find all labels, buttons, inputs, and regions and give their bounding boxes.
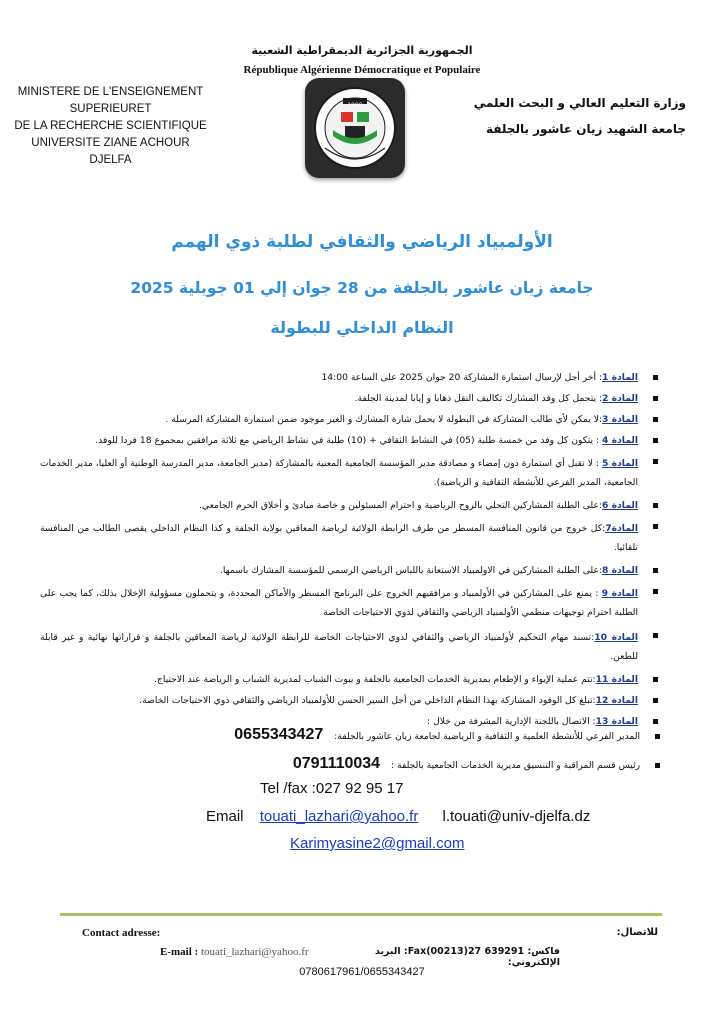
article-label: المادة 12 xyxy=(595,695,638,706)
article-text: :تسند مهام التحكيم لأولمبياد الرياضي والثقافي لذوي الاحتياجات الخاصة للرابطة الولائية لرياضة المعاقين بالجلفة و قراراتها نهائية و غير قابلة للطعن. xyxy=(40,632,638,662)
article-item xyxy=(40,412,660,427)
articles-list xyxy=(40,370,660,735)
email-row xyxy=(206,808,590,825)
article-item xyxy=(40,584,660,622)
article-label: المادة 10 xyxy=(594,632,638,643)
article-label: المادة 3 xyxy=(602,414,638,425)
chief-phone: 0791110034 xyxy=(292,755,381,772)
article-label: المادة7 xyxy=(605,523,638,534)
article-label: المادة 13 xyxy=(595,716,638,727)
director-phone: 0655343427 xyxy=(234,726,324,743)
article-item xyxy=(40,628,660,666)
logo-year: 1990 xyxy=(347,102,363,109)
footer-contact-ar: للاتصال: xyxy=(616,927,658,938)
article-item xyxy=(40,370,660,385)
article-text: :لا يمكن لأي طالب المشاركة في البطولة لا يحمل شارة المشارك و الغير موجود ضمن استمارة المشاركة المرسلة . xyxy=(165,414,603,425)
article-item xyxy=(40,391,660,406)
article-item xyxy=(40,563,660,578)
article-label: المادة 4 xyxy=(602,435,638,446)
bullet-icon xyxy=(655,734,660,739)
director-contact xyxy=(190,726,660,744)
article-item xyxy=(40,433,660,448)
footer-divider xyxy=(60,913,662,916)
article-label: المادة 9 xyxy=(601,588,638,599)
university-line: UNIVERSITE ZIANE ACHOUR xyxy=(31,137,190,149)
chief-contact xyxy=(240,755,660,773)
article-text: : يتحمل كل وفد المشارك تكاليف النقل ذهابا و إيابا لمدينة الجلفة. xyxy=(354,393,603,404)
chief-label: رئيس قسم المراقبة و التنسيق مديرية الخدمات الجامعية بالجلفة : xyxy=(391,760,641,771)
ministry-arabic-block xyxy=(426,90,686,142)
main-title: الأولمبياد الرياضي والثقافي لطلبة ذوي الهمم xyxy=(171,232,553,252)
ministry-french-block xyxy=(8,84,213,169)
article-label: المادة 1 xyxy=(602,372,638,383)
republic-arabic: الجمهورية الجزائرية الديمقراطية الشعبية xyxy=(251,44,473,57)
article-item xyxy=(40,693,660,708)
university-arabic-line: جامعة الشهيد زيان عاشور بالجلفة xyxy=(485,122,686,136)
article-label: المادة 5 xyxy=(601,458,638,469)
article-label: المادة 11 xyxy=(595,674,638,685)
footer-email-value: touati_lazhari@yahoo.fr xyxy=(200,946,309,958)
article-text: :كل خروج من قانون المنافسة المسطر من طرف الرابطة الولائية لرياضة المعاقين بولاية الجلفة و كذا النظام الداخلي يقصى الطالب من المنافسة تلقائيا. xyxy=(40,523,638,553)
email-univ: l.touati@univ-djelfa.dz xyxy=(442,808,591,825)
research-line: DE LA RECHERCHE SCIENTIFIQUE xyxy=(14,120,207,132)
article-text: : لا تقبل أي استمارة دون إمضاء و مصادقة مدير المؤسسة الجامعية المعنية بالمشاركة (مدير الجامعة، مدير المدرسة الوطنية أو العليا، مدير الخدمات الجامعية، المدير الفرعي للأنشطة الثقافية و الرياضية). xyxy=(40,458,638,488)
article-item xyxy=(40,672,660,687)
footer-email-label: E-mail : xyxy=(160,946,201,958)
ministry-line: MINISTERE DE L'ENSEIGNEMENT SUPERIEURET xyxy=(17,86,204,115)
footer-phones: 0780617961/0655343427 xyxy=(299,966,425,978)
article-text: : أخر أجل لإرسال استمارة المشاركة 20 جوان 2025 على الساعة 14:00 xyxy=(321,372,603,383)
footer-fax-line: فاكس: Fax(00213)27 639291: البريد الإلكتروني: xyxy=(374,946,560,968)
article-label: المادة 2 xyxy=(602,393,638,404)
article-item xyxy=(40,454,660,492)
article-text: :على الطلبة المشاركين التحلي بالروح الرياضية و احترام المسئولين و خاصة مبادئ و أخلاق الحرم الجامعي. xyxy=(199,500,603,511)
university-logo xyxy=(305,78,405,178)
university-seal-icon xyxy=(305,78,405,178)
article-text: :تتم عملية الإيواء و الإطعام بمديرية الخدمات الجامعية بالجلفة و بيوت الشباب لمديرية الشباب و الرياضة عند الاحتياج. xyxy=(153,674,596,685)
article-text: :على الطلبة المشاركين في الاولمبياد الاستعانة باللباس الرياضي الرسمي للمؤسسة المشارك باسمها. xyxy=(219,565,603,576)
article-text: : الاتصال باللجنة الإدارية المشرفة من خلال : xyxy=(427,716,596,727)
article-item xyxy=(40,498,660,513)
subtitle: جامعة زيان عاشور بالجلفة من 28 جوان إلي 01 جويلية 2025 xyxy=(130,279,594,297)
ministry-arabic-line: وزارة التعليم العالي و البحث العلمي xyxy=(473,96,686,110)
article-text: : يمنع على المشاركين في الأولمبياد و مرافقيهم الخروج على البرنامج المسطر والأماكن المحددة، و يتحملون مسؤولية الإخلال بذلك، كما يجب على الطلبة احترام توجيهات منظمي الأولمبياد الرياضي والثقافي لذوي الاحتياجات الخاصة xyxy=(40,588,638,618)
article-label: المادة 6 xyxy=(602,500,638,511)
email-label: Email xyxy=(206,808,244,825)
director-label: المدير الفرعي للأنشطة العلمية و الثقافية و الرياضية لجامعة زيان عاشور بالجلفة: xyxy=(334,731,641,742)
city-line: DJELFA xyxy=(89,154,132,166)
article-text: : يتكون كل وفد من خمسة طلبة (05) في النشاط الثقافي + (10) طلبة في نشاط الرياضي مع ثلاثة مرافقين بمجموع 18 فردا للوفد. xyxy=(95,435,603,446)
bullet-icon xyxy=(655,763,660,768)
footer-contact-fr: Contact adresse: xyxy=(82,927,161,939)
article-item xyxy=(40,519,660,557)
article-label: المادة 8 xyxy=(602,565,638,576)
article-text: :تبلغ كل الوفود المشاركة بهذا النظام الداخلي من أجل السير الحسن للأولمبياد الرياضي والثقافي ذوي الاحتياجات الخاصة. xyxy=(139,695,596,706)
email-link-yahoo[interactable]: touati_lazhari@yahoo.fr xyxy=(259,808,419,825)
republic-french: République Algérienne Démocratique et Populaire xyxy=(243,64,481,76)
rules-title: النظام الداخلي للبطولة xyxy=(270,318,454,337)
telfax: Tel /fax :027 92 95 17 xyxy=(260,780,404,797)
email-link-gmail[interactable]: Karimyasine2@gmail.com xyxy=(290,835,465,852)
